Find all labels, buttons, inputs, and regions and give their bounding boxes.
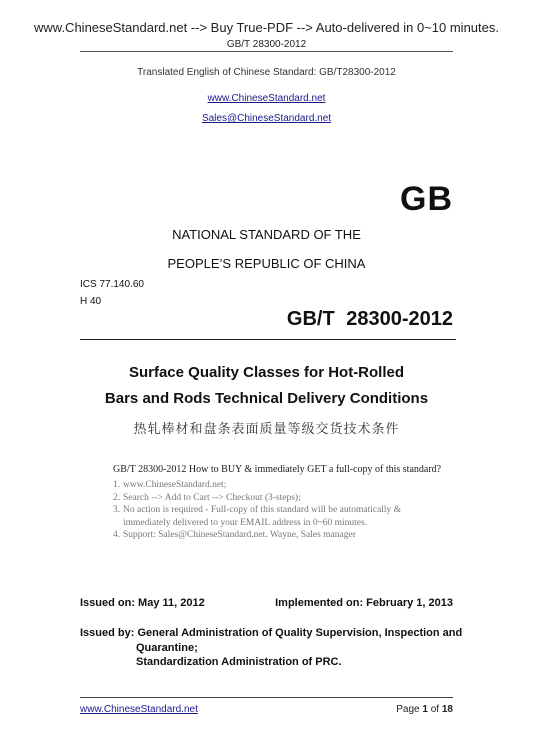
footer-link[interactable]: www.ChineseStandard.net [80,704,198,715]
step-number: 2. [113,492,121,503]
title-chinese: 热轧棒材和盘条表面质量等级交货技术条件 [133,422,400,437]
h-code: H 40 [80,296,102,307]
standard-number: GB/T 28300-2012 [286,308,453,330]
step-text: immediately delivered to your EMAIL address in 0~60 minutes. [123,517,368,528]
howto-step [113,529,401,542]
national-standard-line2: PEOPLE’S REPUBLIC OF CHINA [167,256,366,271]
header-banner: www.ChineseStandard.net --> Buy True-PDF --> Auto-delivered in 0~10 minutes. [34,20,499,35]
national-standard-line1: NATIONAL STANDARD OF THE [172,227,361,242]
step-text: Support: Sales@ChineseStandard.net. Wayne, Sales manager [123,530,356,540]
header-divider [80,51,453,52]
footer-divider [80,697,453,698]
website-link[interactable]: www.ChineseStandard.net [207,93,326,104]
email-link[interactable]: Sales@ChineseStandard.net [201,113,332,124]
howto-step [113,492,401,505]
title-line2: Bars and Rods Technical Delivery Conditions [104,390,429,407]
page-current: 1 [422,704,428,715]
step-text: No action is required - Full-copy of this standard will be automatically & [123,505,402,515]
gb-mark: GB [400,180,453,218]
page-number [396,704,453,715]
translated-note: Translated English of Chinese Standard: GB/T28300-2012 [137,67,396,78]
step-number: 4. [113,530,121,540]
issued-by-line1: Issued by: General Administration of Quality Supervision, Inspection and [80,627,463,639]
howto-steps [113,479,401,542]
step-text: Search --> Add to Cart --> Checkout (3-steps); [123,492,301,503]
step-number: 3. [113,505,121,515]
title-divider [80,339,456,340]
step-number: 1. [113,480,121,490]
ics-code: ICS 77.140.60 [80,279,144,290]
howto-step-continued [113,517,401,530]
header-doc-code: GB/T 28300-2012 [226,39,307,50]
implemented-date: Implemented on: February 1, 2013 [275,597,453,609]
page-label: Page [396,704,420,715]
step-text: www.ChineseStandard.net; [123,480,227,490]
page-total: 18 [441,704,453,715]
page-of: of [430,704,440,715]
howto-heading: GB/T 28300-2012 How to BUY & immediately GET a full-copy of this standard? [113,464,442,475]
howto-step [113,479,401,492]
issued-by-line2: Quarantine; [136,642,198,654]
issued-date: Issued on: May 11, 2012 [80,597,205,609]
howto-step [113,504,401,517]
issued-by-line3: Standardization Administration of PRC. [136,656,342,668]
title-line1: Surface Quality Classes for Hot-Rolled [128,364,405,381]
